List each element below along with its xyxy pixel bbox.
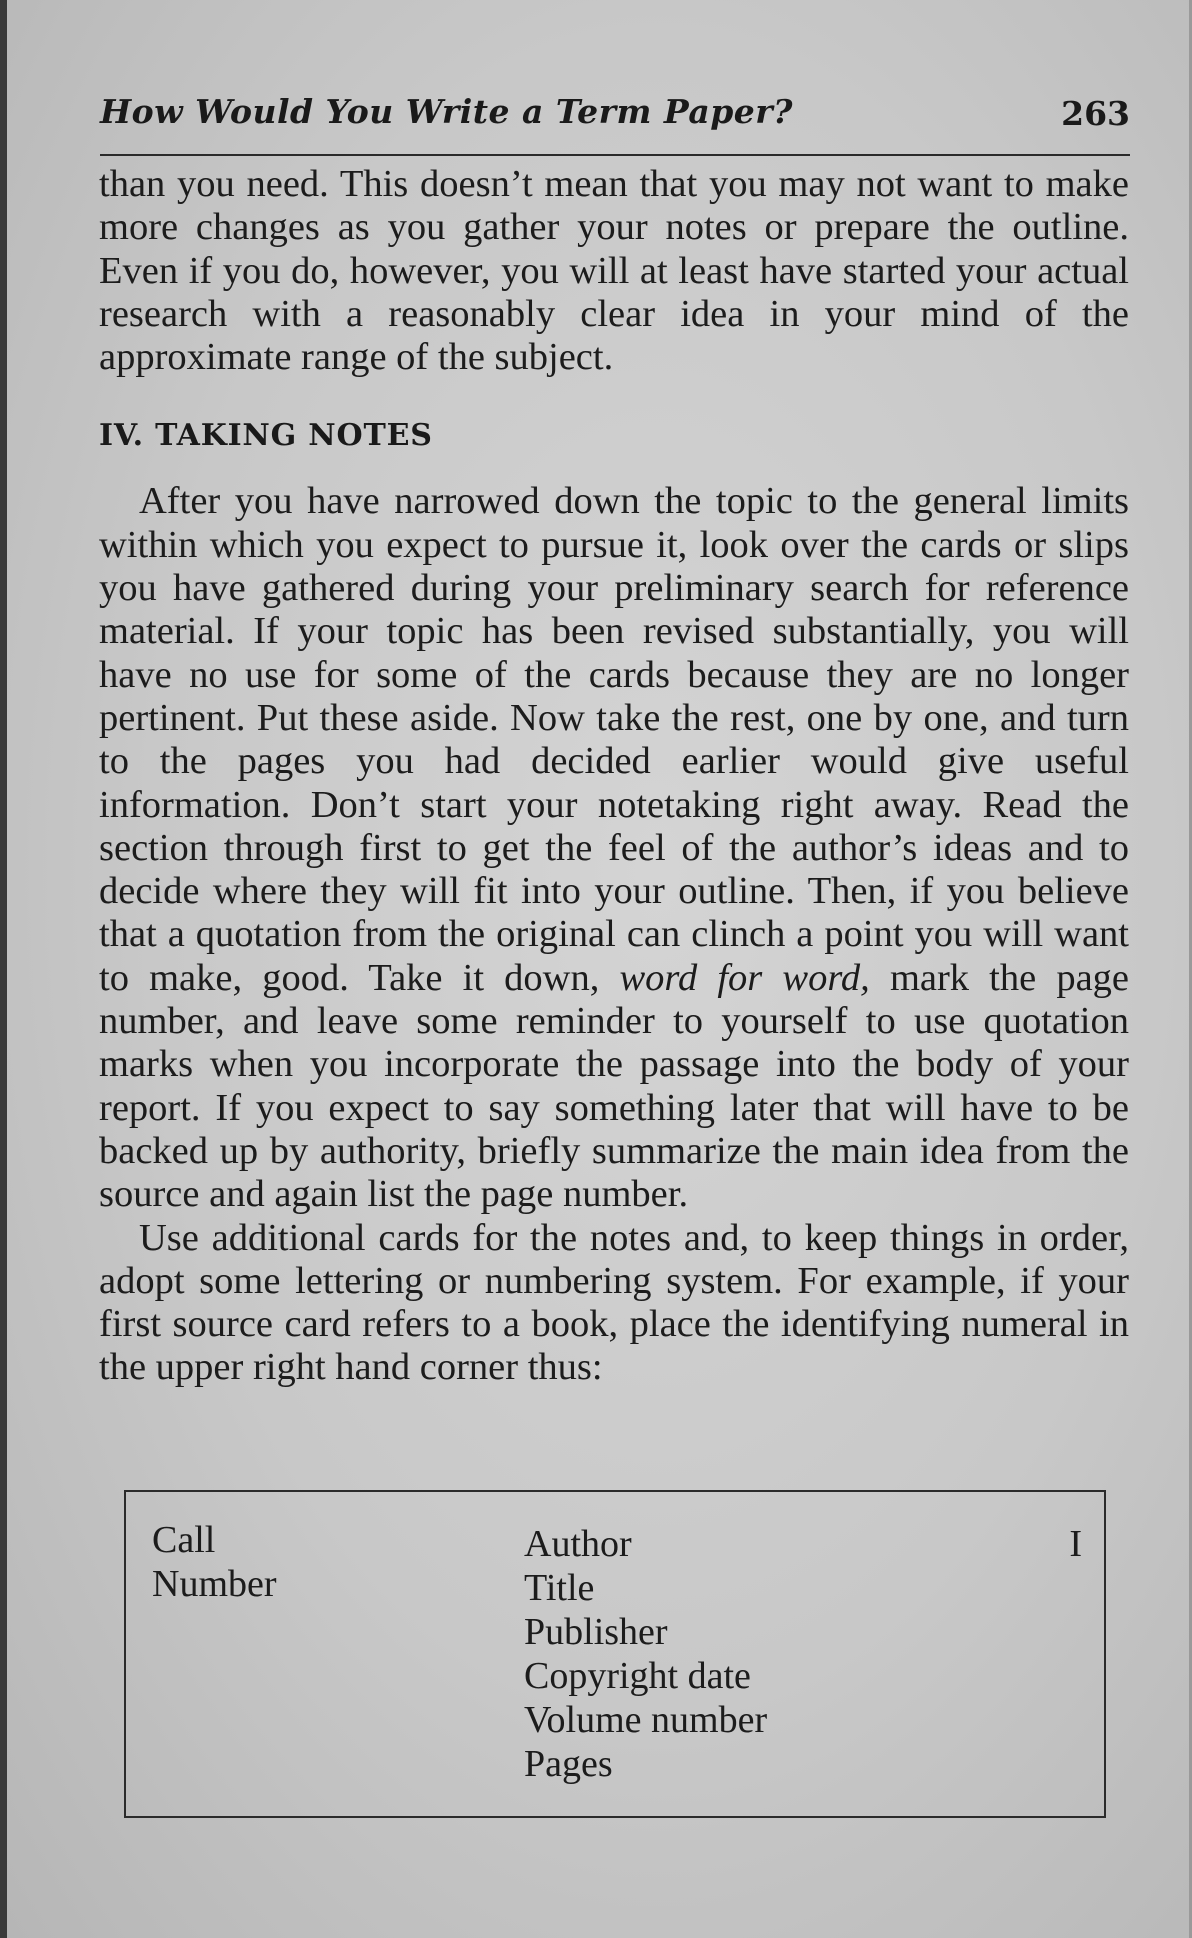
body-text [99,163,1129,1390]
source-card-example [124,1490,1106,1818]
page-number: 263 [1061,94,1130,133]
card-field-line: Pages [524,1743,613,1785]
paragraph-1-text-after: mark the page number, and leave some reminder to yourself to use quotation marks when you incorporate the passage into the body of your report. If you expect to say something later that will have to be backed up by authority, briefly summarize the main idea from the source and again list the page number. [99,956,1130,1216]
card-numeral: I [1069,1523,1082,1565]
running-header [100,92,1130,156]
card-left-line: Call [152,1519,216,1561]
continuation-paragraph: than you need. This doesn’t mean that you may not want to make more changes as you gather your notes or prepare the outline. Even if you do, however, you will at least have started your actual research with a reasonably clear idea in your mind of the approximate range of the subject. [99,163,1129,379]
header-title: How Would You Write a Term Paper? [100,92,793,131]
card-field-line: Author [524,1523,632,1565]
card-field-line: Publisher [524,1611,668,1653]
section-heading: IV. TAKING NOTES [99,418,433,454]
card-field-line: Volume number [524,1699,768,1741]
paragraph-taking-notes-2: Use additional cards for the notes and, to keep things in order, adopt some lettering or numbering system. For example, if your first source card refers to a book, place the identifying numeral in the upper right hand corner thus: [99,1216,1129,1389]
card-fields [524,1522,767,1786]
card-call-number [152,1518,277,1606]
paragraph-1-emphasis: word for word, [619,956,870,999]
card-left-line: Number [152,1563,277,1605]
card-field-line: Copyright date [524,1655,751,1697]
card-field-line: Title [524,1567,595,1609]
paragraph-1-text-before: After you have narrowed down the topic to the general limits within which you expect to pursue it, look over the cards or slips you have gathered during your preliminary search for reference material. If your topic has been revised substantially, you will have no use for some of the cards because they are no longer pertinent. Put these aside. Now take the rest, one by one, and turn to the pages you had decided earlier would give useful information. Don’t start your notetaking right away. Read the section through first to get the feel of the author’s ideas and to decide where they will fit into your outline. Then, if you believe that a quotation from the original can clinch a point you will want to make, good. Take it down, [99,480,1129,999]
paragraph-taking-notes-1 [99,480,1129,1216]
